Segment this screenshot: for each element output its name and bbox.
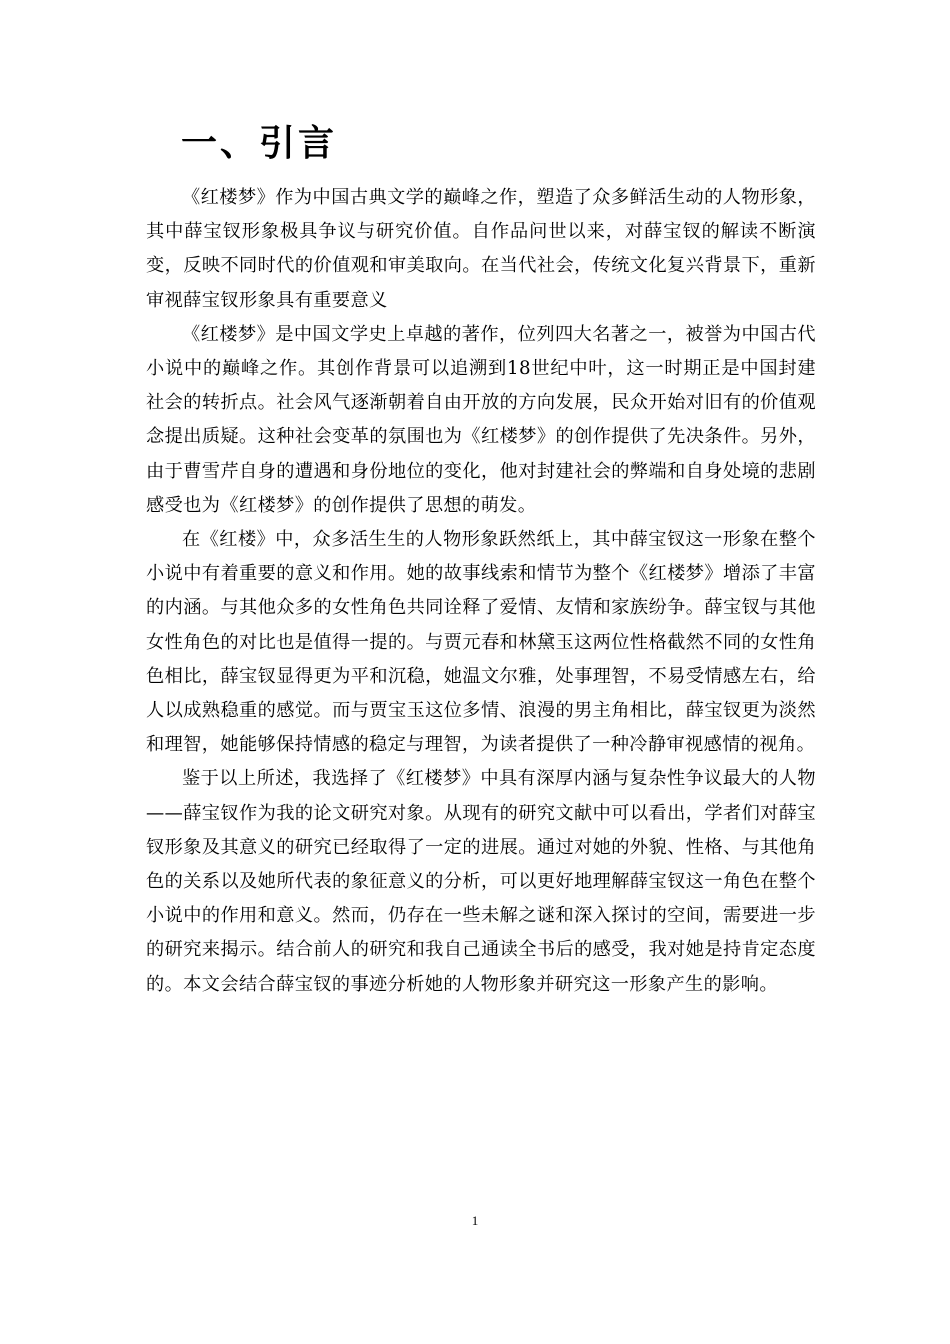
paragraph-2: 《红楼梦》是中国文学史上卓越的著作，位列四大名著之一，被誉为中国古代小说中的巅峰之作。其创作背景可以追溯到18世纪中叶，这一时期正是中国封建社会的转折点。社会风气逐渐朝着自由开放的方向发展，民众开始对旧有的价值观念提出质疑。这种社会变革的氛围也为《红楼梦》的创作提供了先决条件。另外，由于曹雪芹自身的遭遇和身份地位的变化，他对封建社会的弊端和自身处境的悲剧感受也为《红楼梦》的创作提供了思想的萌发。 <box>146 323 816 516</box>
paragraph-3: 在《红楼》中，众多活生生的人物形象跃然纸上，其中薛宝钗这一形象在整个小说中有着重要的意义和作用。她的故事线索和情节为整个《红楼梦》增添了丰富的内涵。与其他众多的女性角色共同诠释了爱情、友情和家族纷争。薛宝钗与其他女性角色的对比也是值得一提的。与贾元春和林黛玉这两位性格截然不同的女性角色相比，薛宝钗显得更为平和沉稳，她温文尔雅，处事理智，不易受情感左右，给人以成熟稳重的感觉。而与贾宝玉这位多情、浪漫的男主角相比，薛宝钗更为淡然和理智，她能够保持情感的稳定与理智，为读者提供了一种冷静审视感情的视角。 <box>146 529 816 756</box>
section-heading: 一、引言 <box>181 123 338 164</box>
paragraph-4: 鉴于以上所述，我选择了《红楼梦》中具有深厚内涵与复杂性争议最大的人物——薛宝钗作为我的论文研究对象。从现有的研究文献中可以看出，学者们对薛宝钗形象及其意义的研究已经取得了一定的进展。通过对她的外貌、性格、与其他角色的关系以及她所代表的象征意义的分析，可以更好地理解薛宝钗这一角色在整个小说中的作用和意义。然而，仍存在一些未解之谜和深入探讨的空间，需要进一步的研究来揭示。结合前人的研究和我自己通读全书后的感受，我对她是持肯定态度的。本文会结合薛宝钗的事迹分析她的人物形象并研究这一形象产生的影响。 <box>146 768 816 995</box>
paragraph-1: 《红楼梦》作为中国古典文学的巅峰之作，塑造了众多鲜活生动的人物形象，其中薛宝钗形象极具争议与研究价值。自作品问世以来，对薛宝钗的解读不断演变，反映不同时代的价值观和审美取向。在当代社会，传统文化复兴背景下，重新审视薛宝钗形象具有重要意义 <box>146 187 816 311</box>
body-text <box>146 181 816 1002</box>
page-number: 1 <box>471 1213 479 1228</box>
